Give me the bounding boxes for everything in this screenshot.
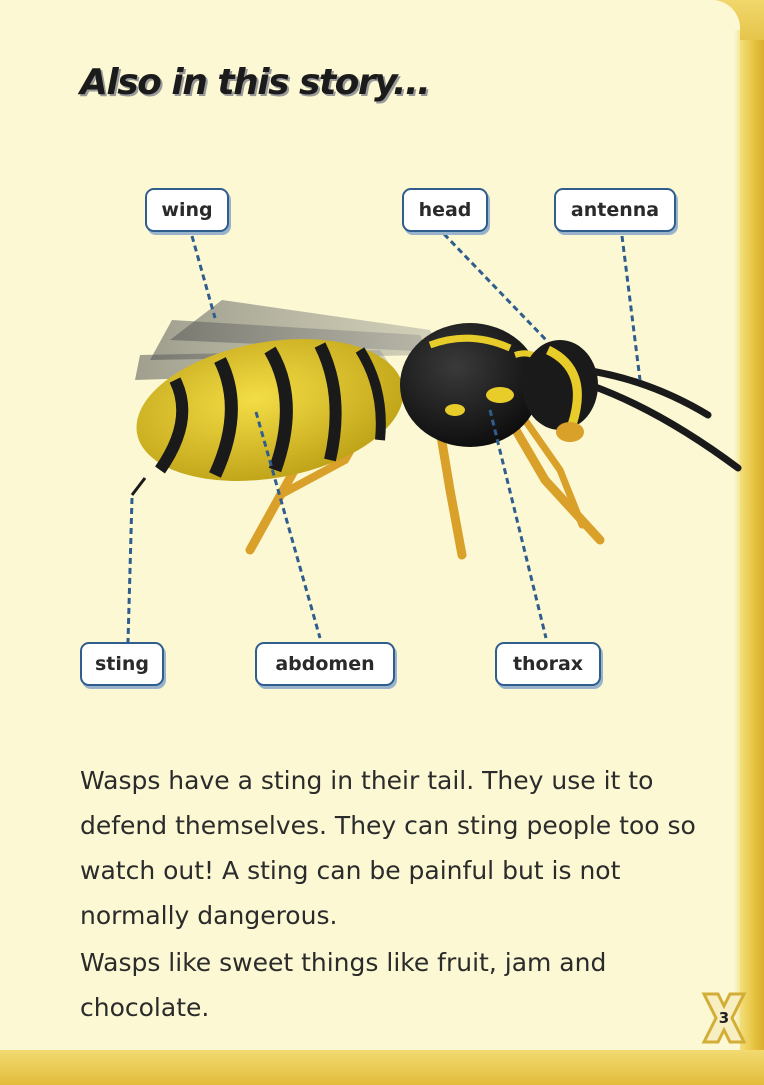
wasp-thorax	[400, 323, 540, 447]
page-number: 3	[718, 1009, 730, 1027]
label-sting-text: sting	[94, 653, 150, 675]
paragraph-sweet-things: Wasps like sweet things like fruit, jam and chocolate.	[80, 948, 607, 1022]
label-thorax-text: thorax	[512, 653, 584, 675]
label-head	[402, 188, 488, 232]
label-abdomen-text: abdomen	[275, 653, 375, 675]
label-wing	[145, 188, 229, 232]
paragraph-sting: Wasps have a sting in their tail. They use it to defend themselves. They can sting people too so watch out! A sting can be painful but is not normally dangerous.	[80, 766, 696, 930]
label-antenna-text: antenna	[570, 199, 660, 221]
label-antenna	[554, 188, 676, 232]
label-thorax	[495, 642, 601, 686]
label-head-text: head	[418, 199, 472, 221]
label-wing-text: wing	[161, 199, 213, 221]
page-number-badge	[700, 990, 748, 1046]
label-sting	[80, 642, 164, 686]
page-title: Also in this story...	[80, 62, 430, 103]
label-abdomen	[255, 642, 395, 686]
wasp-antennae	[585, 370, 738, 468]
body-text	[80, 758, 710, 1030]
